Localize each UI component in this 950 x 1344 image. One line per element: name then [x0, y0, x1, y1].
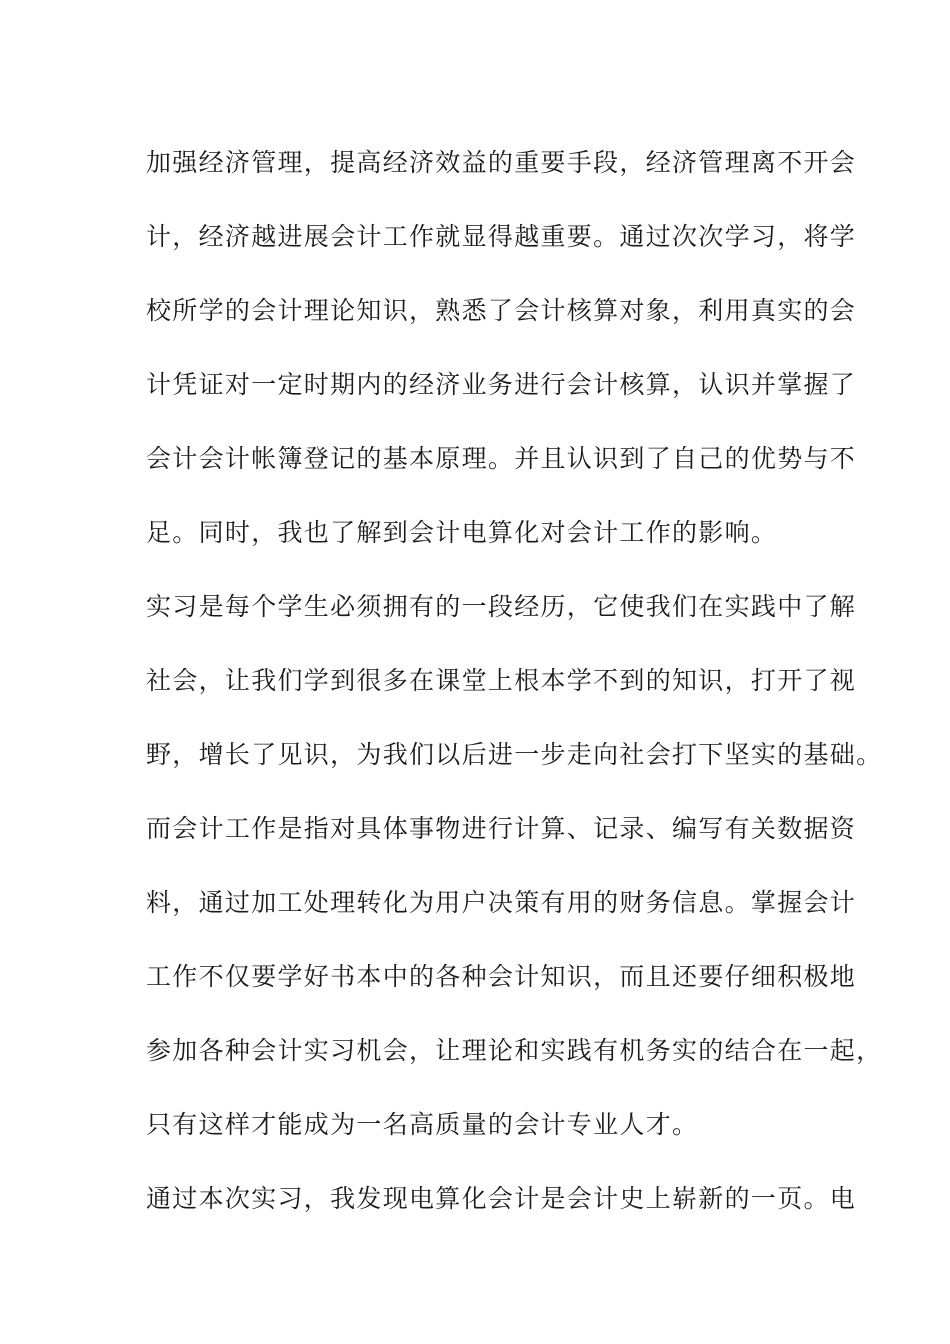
text-line: 工作不仅要学好书本中的各种会计知识，而且还要仔细积极地 — [146, 962, 857, 991]
text-line: 校所学的会计理论知识，熟悉了会计核算对象，利用真实的会 — [146, 296, 857, 325]
text-line: 参加各种会计实习机会，让理论和实践有机务实的结合在一起， — [146, 1036, 883, 1065]
document-body — [146, 126, 883, 1236]
text-line: 只有这样才能成为一名高质量的会计专业人才。 — [146, 1110, 699, 1139]
text-line: 足。同时，我也了解到会计电算化对会计工作的影响。 — [146, 518, 778, 547]
text-line: 会计会计帐簿登记的基本原理。并且认识到了自己的优势与不 — [146, 444, 857, 473]
text-line: 料，通过加工处理转化为用户决策有用的财务信息。掌握会计 — [146, 888, 857, 917]
text-line: 计凭证对一定时期内的经济业务进行会计核算，认识并掌握了 — [146, 370, 857, 399]
text-line: 而会计工作是指对具体事物进行计算、记录、编写有关数据资 — [146, 814, 857, 843]
text-line: 实习是每个学生必须拥有的一段经历，它使我们在实践中了解 — [146, 592, 857, 621]
text-line: 通过本次实习，我发现电算化会计是会计史上崭新的一页。电 — [146, 1184, 857, 1213]
text-line: 加强经济管理，提高经济效益的重要手段，经济管理离不开会 — [146, 148, 857, 177]
text-line: 野，增长了见识，为我们以后进一步走向社会打下坚实的基础。 — [146, 740, 883, 769]
text-line: 计，经济越进展会计工作就显得越重要。通过次次学习，将学 — [146, 222, 857, 251]
text-line: 社会，让我们学到很多在课堂上根本学不到的知识，打开了视 — [146, 666, 857, 695]
